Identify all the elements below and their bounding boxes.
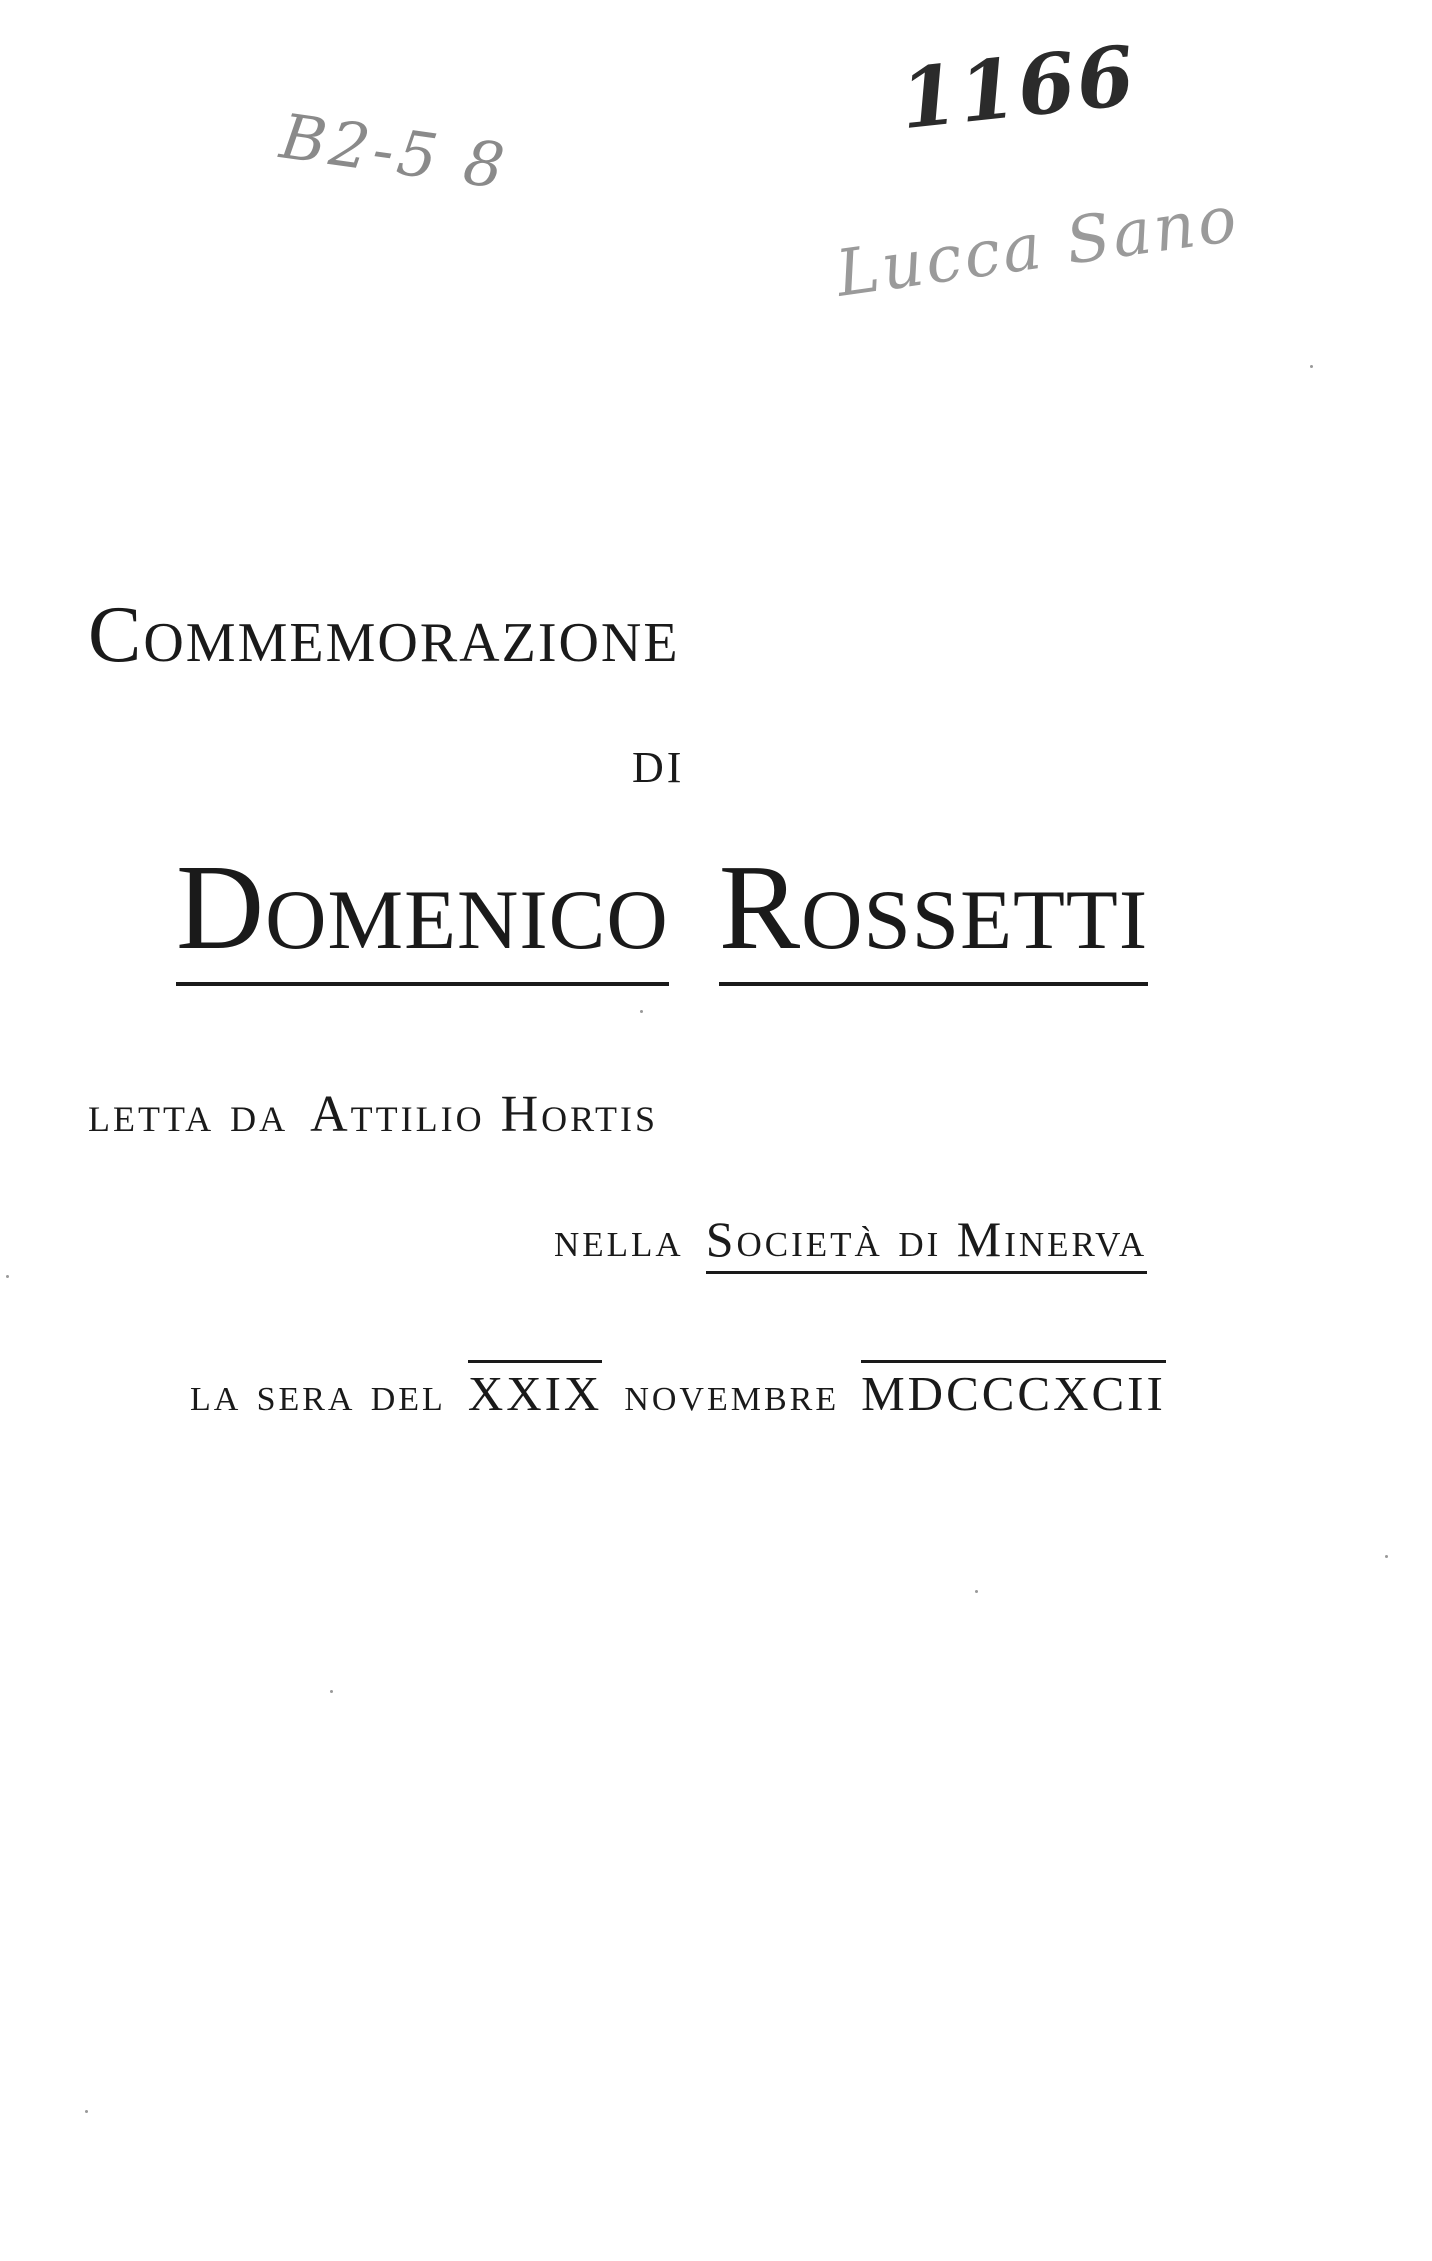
subject-name [176, 838, 1148, 986]
reader-prefix: letta da [88, 1086, 289, 1143]
society-prefix: nella [554, 1211, 684, 1267]
commemoration-heading [88, 590, 680, 681]
date-year: MDCCCXCII [861, 1360, 1166, 1422]
paper-speck [640, 1010, 643, 1013]
di-word: DI [632, 743, 685, 792]
commemoration-word: Commemorazione [88, 591, 680, 679]
di-line [632, 742, 684, 793]
society-line [554, 1210, 1147, 1274]
society-name: Società di Minerva [706, 1210, 1147, 1274]
handwritten-shelfmark: B2-5 8 [276, 99, 513, 204]
date-day: XXIX [468, 1360, 602, 1422]
date-month: novembre [624, 1366, 840, 1421]
paper-speck [1385, 1555, 1388, 1558]
paper-speck [975, 1590, 978, 1593]
paper-speck [85, 2110, 88, 2113]
paper-speck [330, 1690, 333, 1693]
handwritten-number: 1166 [895, 27, 1141, 149]
reader-author: Attilio Hortis [310, 1086, 658, 1143]
last-name: Rossetti [719, 838, 1148, 986]
handwritten-name: Lucca Sano [831, 182, 1244, 312]
first-name: Domenico [176, 838, 669, 986]
paper-speck [1310, 365, 1313, 368]
reader-line [88, 1085, 658, 1144]
paper-speck [6, 1275, 9, 1278]
date-line [190, 1360, 1166, 1422]
date-prefix: la sera del [190, 1366, 446, 1421]
